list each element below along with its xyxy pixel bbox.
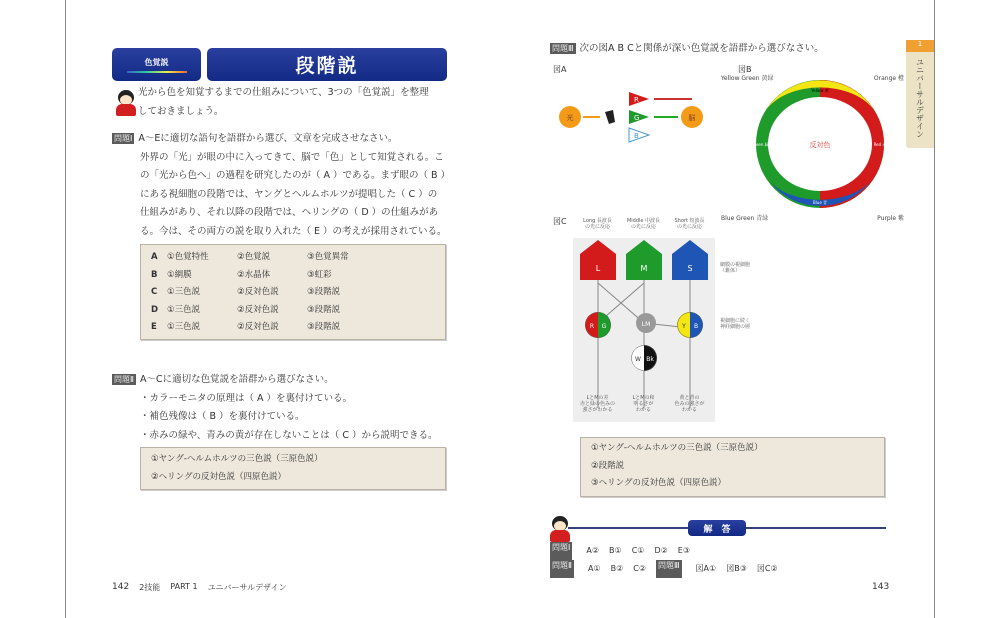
choice-option: ①三色説 [167, 322, 201, 332]
q3-choice-box [580, 437, 885, 497]
svg-text:反対色: 反対色 [809, 141, 831, 149]
svg-text:M: M [640, 264, 648, 273]
answer-item: 図C② [756, 564, 778, 573]
fig-c-label: 図C [553, 217, 567, 226]
answer-item: 図B③ [726, 564, 747, 573]
q2-choice-box [140, 447, 446, 490]
corner-label: Orange 橙 [873, 75, 904, 82]
choice-option: ③段階説 [307, 287, 341, 297]
svg-text:Blue 青: Blue 青 [812, 200, 828, 205]
question-1: 問題Ⅰ A～Eに適切な語句を語群から選び、文章を完成させなさい。 外界の「光」が眼の中に入ってきて、脳で「色」として知覚される。こ の「光から色へ」の過程を研究したのが（ A ）である。まず眼の（ B ） にある視細胞の段階では、ヤングとヘルムホルツが提唱した（ C ）の 仕組みがあり、それ以降の段階では、ヘリングの（ D ）の仕組みがあ る。今は、その両方の説を取り入れた（ E ）の考えが採用されている。 [114, 133, 451, 237]
choice-option: ①三色説 [167, 287, 201, 297]
bottom-label: 黄と青の 色みの強さが わかる [674, 395, 705, 413]
eye-icon [605, 110, 615, 124]
page-number: 143 [872, 582, 890, 592]
side-tab-label: ユニバーサルデザイン [915, 58, 925, 138]
choice-row: A ①色覚特性 ②色覚説 ③色覚異常 [151, 249, 435, 267]
svg-text:LM: LM [641, 321, 651, 328]
category-label: 色覚説 [144, 57, 169, 67]
svg-text:Bk: Bk [646, 356, 654, 363]
side-tab[interactable] [906, 40, 934, 148]
choice-option: ①網膜 [167, 269, 192, 280]
answer-item: A① [587, 564, 601, 573]
choice-option: ①色覚特性 [167, 252, 209, 262]
svg-text:L: L [595, 264, 601, 273]
svg-text:光: 光 [566, 114, 574, 122]
answer-item: 問題Ⅰ [550, 542, 572, 560]
figure-b-color-ring [720, 72, 905, 224]
yb-opponent-circle [677, 312, 703, 338]
choice: ③ヘリングの反対色説（四原色説） [591, 478, 726, 488]
choice: ①ヤング-ヘルムホルツの三色説（三原色説） [151, 454, 323, 464]
question-3: 問題Ⅲ 次の図A B Cと関係が深い色覚説を語群から選びなさい。 [552, 43, 824, 54]
answer-item: 問題Ⅱ [550, 560, 574, 578]
choice-option: ②反対色説 [237, 287, 279, 297]
choice-option: ②反対色説 [237, 304, 279, 315]
choice-row: B ①網膜 ②水晶体 ③虹彩 [151, 267, 435, 285]
svg-text:Red 赤: Red 赤 [873, 142, 887, 147]
lm-circle [635, 312, 657, 334]
mascot-icon [549, 516, 571, 542]
page-title: 段階説 [207, 48, 447, 81]
cone-s-icon [672, 240, 708, 280]
cone-s-caption: Short 短波長 の光に反応 [674, 218, 705, 230]
svg-text:W: W [635, 356, 641, 363]
choice-option: ①三色説 [167, 304, 201, 315]
svg-text:G: G [634, 114, 640, 122]
luminance-circle [631, 345, 657, 371]
corner-label: Blue Green 青緑 [721, 215, 769, 222]
spectrum-bar [127, 71, 187, 73]
fig-a-label: 図A [553, 65, 567, 74]
svg-text:G: G [601, 323, 607, 330]
fig-b-label: 図B [738, 65, 752, 74]
answer-item: 図A① [695, 564, 717, 573]
choice-option: ③虹彩 [307, 269, 332, 280]
cone-m-caption: Middle 中波長 の光に反応 [626, 218, 661, 230]
answer-item: D② [654, 546, 668, 555]
answer-item: E③ [677, 546, 691, 555]
category-header [112, 48, 201, 81]
svg-text:B: B [634, 132, 639, 140]
svg-text:R: R [589, 323, 595, 330]
rg-opponent-circle [585, 312, 611, 338]
svg-text:S: S [687, 264, 693, 273]
answer-item: C② [633, 564, 647, 573]
bottom-label: LとMの差 赤と緑の色みの 強さがわかる [579, 395, 615, 413]
svg-text:脳: 脳 [688, 114, 696, 122]
page-edge-right [934, 0, 935, 618]
choice: ②段階説 [591, 460, 625, 471]
choice: ①ヤング-ヘルムホルツの三色説（三原色説） [591, 443, 763, 453]
cone-m-icon [626, 240, 662, 280]
choice-row: C ①三色説 ②反対色説 ③段階説 [151, 284, 435, 302]
choice-option: ②色覚説 [237, 252, 271, 262]
page-edge-left [65, 0, 66, 618]
choice-row: E ①三色説 ②反対色説 ③段階説 [151, 319, 435, 337]
side-label-cones: 網膜の視細胞 （錐体） [720, 262, 751, 274]
choice-option: ③段階説 [307, 304, 341, 315]
cone-l-icon [580, 240, 616, 280]
svg-text:Green 緑: Green 緑 [751, 142, 769, 147]
mascot-icon [115, 90, 137, 116]
footer-left: 142 2技能 PART 1 ユニバーサルデザイン [112, 582, 287, 592]
svg-text:Yellow 黄: Yellow 黄 [811, 88, 829, 93]
svg-text:Y: Y [682, 323, 686, 330]
answer-item: C① [631, 546, 645, 555]
choice-option: ②反対色説 [237, 322, 279, 332]
answer-item: B② [610, 564, 624, 573]
cone-l-caption: Long 長波長 の光に反応 [583, 218, 612, 230]
intro-text: 光から色を知覚するまでの仕組みについて、3つの「色覚説」を整理 しておきましょう。 [138, 87, 429, 117]
question-2: 問題Ⅱ A～Cに適切な色覚説を語群から選びなさい。 ・カラーモニタの原理は（ A ）を裏付けている。 ・補色残像は（ B ）を裏付けている。 ・赤みの緑や、青みの黄が存在しないことは（ C ）から説明できる。 [114, 374, 438, 441]
answer-item: B① [609, 546, 622, 555]
answers [550, 542, 778, 578]
page-number: 142 [112, 582, 130, 592]
answer-item: 問題Ⅲ [656, 560, 682, 578]
corner-label: Yellow Green 黄緑 [721, 75, 774, 82]
choice-option: ③色覚異常 [307, 252, 349, 262]
choice-option: ②水晶体 [237, 269, 271, 280]
choice-row: D ①三色説 ②反対色説 ③段階説 [151, 302, 435, 320]
choice: ②ヘリングの反対色説（四原色説） [151, 471, 286, 482]
choice-option: ③段階説 [307, 322, 341, 332]
bottom-label: LとMの和 明るさが わかる [632, 395, 655, 413]
side-label-neurons: 視細胞に続く 神経細胞の層 [720, 318, 751, 330]
q1-choice-box [140, 244, 446, 340]
svg-text:R: R [634, 96, 639, 104]
side-tab-number: 1 [906, 40, 934, 52]
answer-badge: 解 答 [688, 520, 746, 536]
corner-label: Purple 紫 [877, 215, 904, 222]
svg-text:B: B [693, 323, 699, 330]
figure-a [550, 80, 720, 150]
answer-item: A② [586, 546, 600, 555]
